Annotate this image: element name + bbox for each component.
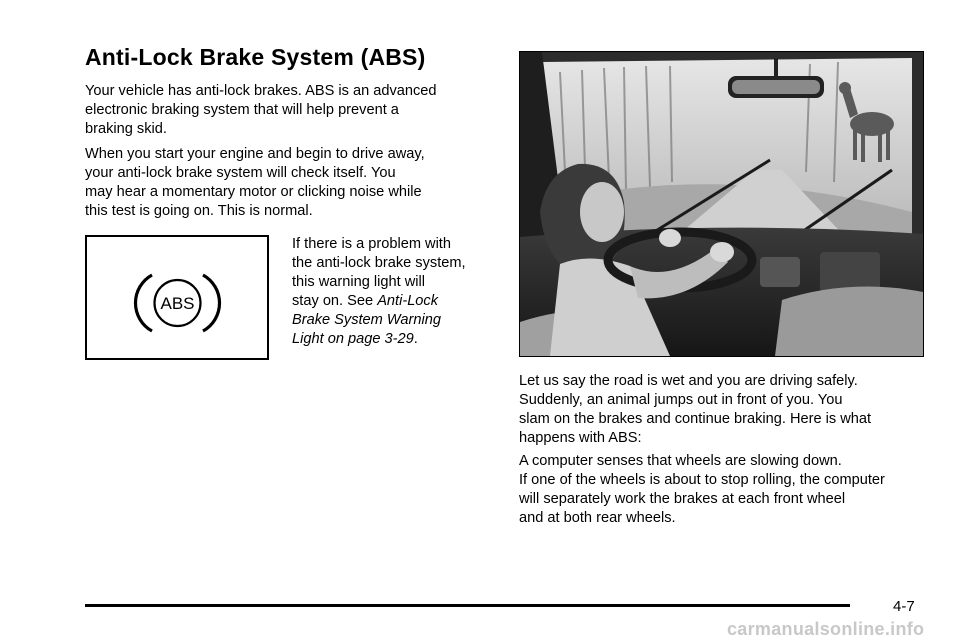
abs-warning-light-icon (87, 237, 267, 358)
scenario-paragraph (519, 372, 871, 448)
text-line: slam on the brakes and continue braking. Here is what (519, 411, 872, 427)
page-number: 4-7 (893, 598, 915, 615)
startup-paragraph (85, 145, 425, 221)
text-line (292, 292, 466, 311)
text-line (292, 311, 466, 330)
cross-reference-link[interactable]: Brake System Warning (292, 312, 441, 328)
text-line: If there is a problem with (292, 236, 451, 252)
text-line: will separately work the brakes at each front wheel (519, 491, 846, 507)
text-line: the anti-lock brake system, (292, 255, 466, 271)
text-line: this warning light will (292, 274, 426, 290)
text-line: may hear a momentary motor or clicking noise while (85, 184, 422, 200)
text-line: When you start your engine and begin to drive away, (85, 146, 425, 162)
text-line: If one of the wheels is about to stop rolling, the computer (519, 472, 885, 488)
text-line: Let us say the road is wet and you are driving safely. (519, 373, 858, 389)
section-heading: Anti-Lock Brake System (ABS) (85, 44, 426, 70)
watermark: carmanualsonline.info (727, 619, 925, 639)
ref-suffix: . (413, 331, 418, 347)
text-line: happens with ABS: (519, 430, 642, 446)
text-line: Your vehicle has anti-lock brakes. ABS is an advanced (85, 83, 437, 99)
text-line (292, 330, 466, 349)
abs-warning-light-box (85, 235, 269, 360)
text-line: Suddenly, an animal jumps out in front of you. You (519, 392, 843, 408)
cross-reference-link[interactable]: Anti-Lock (377, 293, 439, 309)
text-line: braking skid. (85, 121, 167, 137)
text-line: electronic braking system that will help prevent a (85, 102, 399, 118)
abs-symbol-text: ABS (160, 294, 195, 313)
text-line: this test is going on. This is normal. (85, 203, 313, 219)
text-line: and at both rear wheels. (519, 510, 676, 526)
text-line: your anti-lock brake system will check itself. You (85, 165, 396, 181)
cross-reference-link[interactable]: Light on page 3-29 (292, 331, 414, 347)
warning-paragraph (292, 235, 466, 349)
driver-braking-for-deer-illustration (519, 51, 924, 357)
computer-paragraph (519, 452, 885, 528)
intro-paragraph (85, 82, 437, 139)
see-prefix: stay on. See (292, 293, 378, 309)
footer-divider (85, 604, 850, 607)
text-line: A computer senses that wheels are slowing down. (519, 453, 842, 469)
